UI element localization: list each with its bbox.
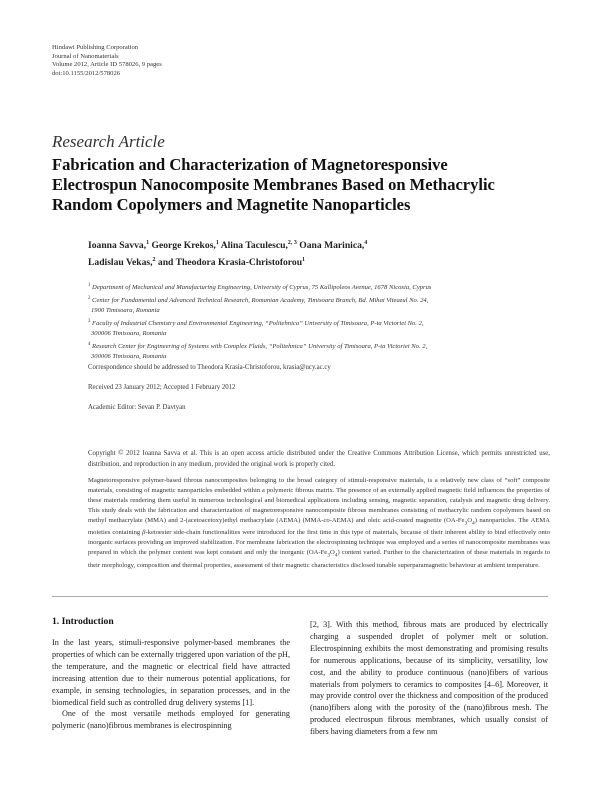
section-divider [52, 596, 548, 597]
affiliation-text: Faculty of Industrial Chemistry and Environmental Engineering, “Politehnica” University of Timisoara, P-ta Victoriei No. 2, [90, 319, 424, 327]
author-affiliation-mark: 2, 3 [287, 240, 297, 246]
abstract-text: O [467, 517, 473, 524]
author-name: George Krekos, [149, 240, 216, 252]
title-line: Fabrication and Characterization of Magnetoresponsive [52, 155, 448, 174]
paragraph: [2, 3]. With this method, fibrous mats are produced by electrically charging a suspended droplet of polymer melt or solution. Electrospinning exhibits the most demonstrating and promising results for numerous applications, because of its simplicity, versatility, low cost, and the ability to produce continuous (nano)fibers of various materials from polymers to ceramics to composites [4–6]. Moreover, it may provide control over the thickness and composition of the produced (nano)fibers along with the porosity of the (nano)fibrous mesh. The produced electrospun fibrous membranes, which usually consist of fibers having diameters from a few nm [310, 620, 548, 737]
author-line [88, 236, 367, 253]
abstract-text: -ketoester side-chain functionalities were introduced for the first time in this type of materials, because of their inherent ability to bind effectively onto inorganic surfaces providing an improved stabilization. For membrane fabrication the electrospinning technique was employed and a series of nanocomposite membranes was prepared in which the polymer content was kept constant and only the inorganic (OA-Fe [88, 529, 550, 557]
copyright-notice: Copyright © 2012 Ioanna Savva et al. This is an open access article distributed under the Creative Commons Attribution License, which permits unrestricted use, distribution, and reproduction in any medium, provided the original work is properly cited. [88, 450, 550, 468]
subscript: 4 [472, 520, 475, 527]
author-name: Oana Marinica, [296, 240, 365, 252]
affiliation-text: 300006 Timisoara, Romania [91, 330, 167, 338]
greek-symbol: β [142, 529, 146, 537]
author-name: and Theodora Krasia-Christoforou [155, 257, 303, 269]
author-affiliation-mark: 1 [215, 240, 219, 246]
affiliation-text: Center for Fundamental and Advanced Technical Research, Romanian Academy, Timisoara Branch, Bd. Mihai Viteazul No. 24, [90, 296, 429, 304]
body-column-right [310, 619, 548, 738]
affiliation-number: 4 [88, 341, 91, 347]
affiliation-text: 1900 Timisoara, Romania [91, 307, 160, 315]
doi: doi:10.1155/2012/578026 [52, 69, 121, 77]
affiliation-number: 3 [88, 318, 91, 324]
author-list [88, 236, 367, 270]
affiliation-number: 1 [88, 283, 91, 288]
subscript: 3 [464, 520, 468, 527]
abstract-text: co [323, 517, 330, 524]
affiliation-text: 300006 Timisoara, Romania [91, 353, 167, 361]
publisher-name: Hindawi Publishing Corporation [52, 44, 139, 51]
subscript: 4 [334, 552, 338, 559]
abstract-text: O [329, 549, 335, 557]
abstract-text: -AEMA) and oleic acid-coated magnetite (OA-Fe [329, 517, 465, 524]
paragraph: One of the most versatile methods employed for generating polymeric (nano)fibrous membranes is electrospinning [52, 709, 290, 731]
academic-editor: Academic Editor: Sevan P. Davtyan [88, 404, 186, 411]
author-name: Alina Taculescu, [218, 240, 288, 252]
abstract-text: ) content varied. Further to the characterization of these materials in regards to their morphology, composition and thermal properties, assessment of their magnetic characteristics disclosed tunable superparamagnetic behaviour at ambient temperature. [88, 549, 550, 569]
affiliation [88, 317, 558, 340]
title-line: Electrospun Nanocomposite Membranes Based on Methacrylic [52, 175, 495, 194]
affiliation-text: Research Center for Engineering of Systems with Complex Fluids, “Politehnica” University of Timisoara, P-ta Victoriei No. 2, [90, 342, 428, 350]
author-line [88, 253, 367, 270]
author-name: Ioanna Savva, [88, 240, 147, 252]
abstract [88, 476, 550, 571]
affiliation-number: 2 [88, 295, 91, 301]
affiliation [88, 281, 558, 294]
author-affiliation-mark: 1 [302, 257, 306, 264]
author-affiliation-mark: 4 [364, 240, 368, 246]
abstract-text: ) nanoparticles. The AEMA moieties containing [88, 517, 551, 537]
author-affiliation-mark: 1 [146, 240, 150, 246]
paragraph: In the last years, stimuli-responsive polymer-based membranes the properties of which can be externally triggered upon variation of the pH, the temperature, and the magnetic or electrical field have attracted increasing attention due to their numerous potential applications, for example, in sensing technologies, in separation processes, and in the biomedical field such as controlled drug delivery systems [1]. [52, 638, 290, 707]
article-type: Research Article [52, 132, 165, 151]
received-date: Received 23 January 2012; Accepted 1 February 2012 [88, 384, 236, 391]
affiliation [88, 294, 558, 317]
affiliation-list [88, 281, 558, 363]
author-name: Ladislau Vekas, [88, 257, 153, 269]
section-heading: 1. Introduction [52, 616, 114, 627]
publication-info [52, 44, 162, 78]
subscript: 3 [327, 552, 330, 559]
abstract-text: Magnetoresponsive polymer-based fibrous nanocomposites belonging to the broad category of stimuli-responsive materials, is a relatively new class of “soft” composite materials, consisting of magnetic nanoparticles embedded within a polymeric fibrous matrix. The presence of an externally applied magnetic field influences the properties of these materials rendering them useful in numerous technological and biomedical applications including sensing, magnetic separation, catalysis and magnetic drug delivery. This study deals with the fabrication and characterization of magnetoresponsive nanocomposite fibrous membranes consisting of methacrylic random copolymers based on methyl methacrylate (MMA) and 2-(acetoacetoxy)ethyl methacrylate (AEMA) (MMA- [88, 477, 550, 524]
affiliation-text: Department of Mechanical and Manufacturing Engineering, University of Cyprus, 75 Kallipoleos Avenue, 1678 Nicosia, Cyprus [90, 284, 432, 292]
journal-name: Journal of Nanomaterials [52, 52, 119, 60]
volume-info: Volume 2012, Article ID 578026, 9 pages [52, 61, 162, 69]
article-title [52, 155, 572, 215]
title-line: Random Copolymers and Magnetite Nanoparticles [52, 195, 411, 214]
correspondence: Correspondence should be addressed to Theodora Krasia-Christoforou, krasia@ucy.ac.cy [88, 364, 331, 371]
body-column-left [52, 637, 290, 732]
affiliation [88, 340, 558, 363]
author-affiliation-mark: 2 [152, 257, 156, 264]
